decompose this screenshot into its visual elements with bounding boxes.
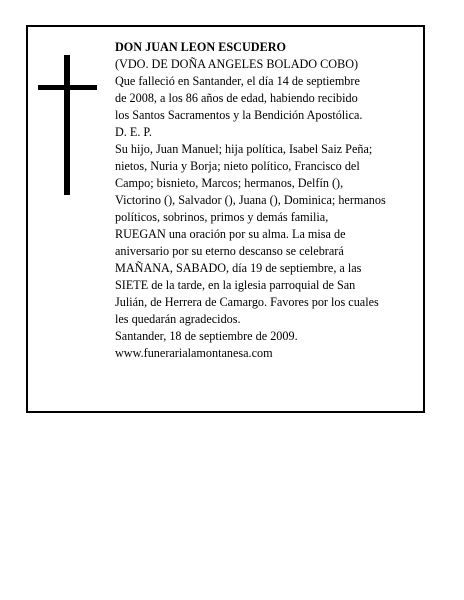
text-line: de 2008, a los 86 años de edad, habiendo recibido — [115, 91, 358, 105]
text-line: los Santos Sacramentos y la Bendición Apostólica. — [115, 108, 363, 122]
text-line: RUEGAN una oración por su alma. La misa de — [115, 227, 346, 241]
text-line: aniversario por su eterno descanso se celebrará — [115, 244, 344, 258]
obituary-text — [115, 39, 415, 362]
text-line: Victorino (), Salvador (), Juana (), Dominica; hermanos — [115, 193, 386, 207]
widower-note: (VDO. DE DOÑA ANGELES BOLADO COBO) — [115, 57, 359, 71]
date-line: Santander, 18 de septiembre de 2009. — [115, 329, 298, 343]
deceased-name: DON JUAN LEON ESCUDERO — [115, 40, 286, 54]
text-line: Su hijo, Juan Manuel; hija política, Isabel Saiz Peña; — [115, 142, 373, 156]
cross-horizontal-bar — [38, 85, 97, 90]
website-line: www.funerarialamontanesa.com — [115, 346, 273, 360]
text-line: Julián, de Herrera de Camargo. Favores por los cuales — [115, 295, 379, 309]
text-line: Que falleció en Santander, el día 14 de septiembre — [115, 74, 360, 88]
text-line: políticos, sobrinos, primos y demás familia, — [115, 210, 329, 224]
text-line: les quedarán agradecidos. — [115, 312, 241, 326]
text-line: SIETE de la tarde, en la iglesia parroquial de San — [115, 278, 356, 292]
cross-vertical-bar — [64, 55, 70, 195]
rip-line: D. E. P. — [115, 125, 152, 139]
text-line: nietos, Nuria y Borja; nieto político, Francisco del — [115, 159, 360, 173]
text-line: Campo; bisnieto, Marcos; hermanos, Delfín (), — [115, 176, 344, 190]
text-line: MAÑANA, SABADO, día 19 de septiembre, a las — [115, 261, 362, 275]
